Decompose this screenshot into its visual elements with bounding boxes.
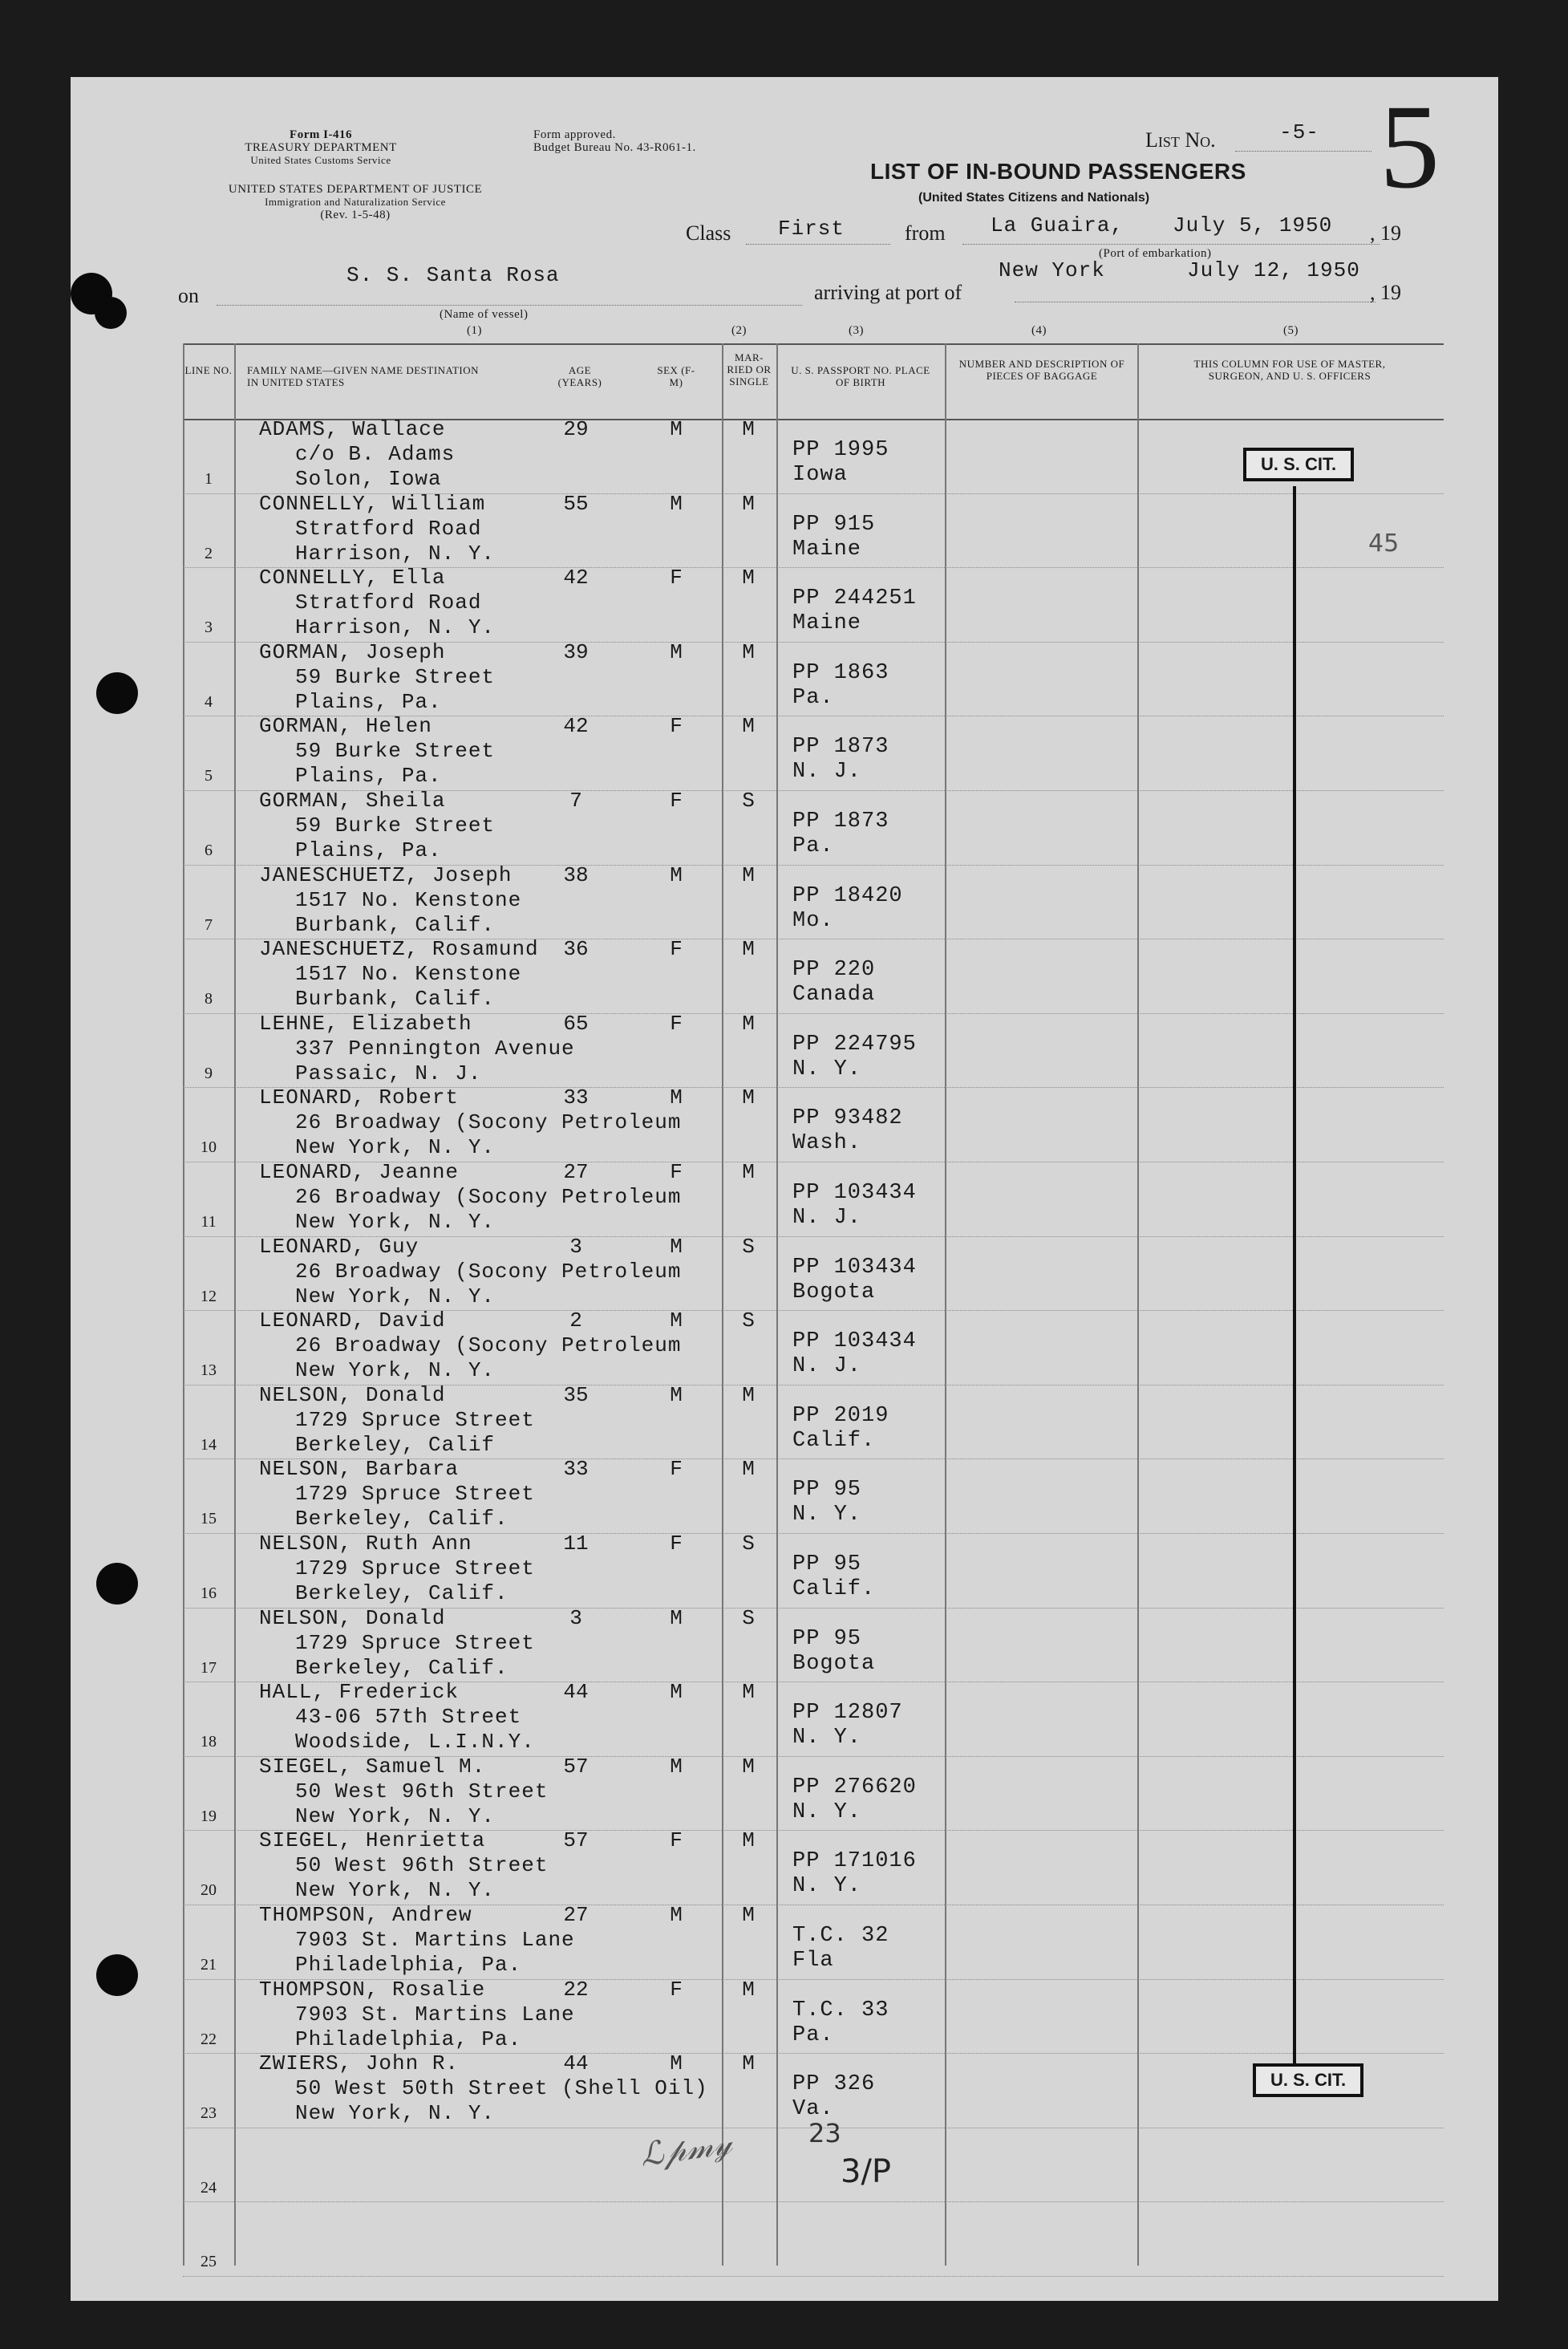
passenger-age: 42 [563, 566, 589, 590]
address-line-1: c/o B. Adams [295, 442, 456, 466]
table-row [183, 1382, 1444, 1461]
us-citizen-stamp-top: U. S. CIT. [1243, 448, 1354, 481]
marital-status: M [742, 639, 755, 664]
table-row [183, 2203, 1444, 2278]
passport-number: PP 276620 [792, 1775, 917, 1799]
marital-status: M [742, 2051, 755, 2076]
passenger-name: GORMAN, Joseph [259, 639, 446, 664]
vessel-caption: (Name of vessel) [440, 308, 529, 321]
place-of-birth: Iowa [792, 463, 848, 487]
passenger-sex: F [670, 1532, 683, 1556]
address-line-2: Passaic, N. J. [295, 1061, 482, 1085]
place-of-birth: Canada [792, 983, 876, 1008]
marital-status: M [742, 1457, 755, 1482]
place-of-birth: Mo. [792, 908, 834, 933]
table-row [183, 1532, 1444, 1609]
passenger-name: THOMPSON, Andrew [259, 1903, 472, 1927]
customs-service: United States Customs Service [250, 154, 391, 166]
address-line-2: Philadelphia, Pa. [295, 1953, 522, 1977]
table-row [183, 1754, 1444, 1832]
table-row [183, 639, 1444, 718]
marital-status: M [742, 1977, 755, 2002]
line-number: 12 [201, 1287, 217, 1305]
on-label: on [178, 284, 199, 307]
form-subtitle: (United States Citizens and Nationals) [918, 191, 1150, 205]
passenger-name: LEHNE, Elizabeth [259, 1011, 472, 1036]
address-line-1: 1729 Spruce Street [295, 1482, 535, 1507]
line-number: 9 [205, 1064, 213, 1082]
address-line-1: 1729 Spruce Street [295, 1407, 535, 1432]
place-of-birth: Bogota [792, 1651, 876, 1676]
line-number: 3 [205, 619, 213, 637]
table-row [183, 1828, 1444, 1906]
table-row [183, 789, 1444, 866]
passenger-age: 7 [569, 789, 582, 813]
marital-status: M [742, 1680, 755, 1705]
marital-status: S [742, 1308, 755, 1333]
passenger-sex: M [670, 1754, 683, 1779]
citizen-count: 45 [1368, 529, 1400, 558]
col-number: (4) [1031, 324, 1047, 337]
address-line-2: Berkeley, Calif [295, 1432, 496, 1457]
table-row [183, 1457, 1444, 1535]
passport-number: PP 1995 [792, 438, 889, 462]
approval-block [533, 128, 696, 154]
marital-status: S [742, 1234, 755, 1259]
place-of-birth: N. Y. [792, 1503, 862, 1527]
address-line-1: 50 West 50th Street (Shell Oil) [295, 2076, 708, 2101]
line-number: 20 [201, 1881, 217, 1900]
passenger-age: 27 [563, 1160, 589, 1184]
row-rule [183, 2276, 1444, 2277]
passenger-name: JANESCHUETZ, Joseph [259, 862, 513, 887]
line-number: 23 [201, 2104, 217, 2123]
place-of-birth: Wash. [792, 1131, 862, 1156]
header-baggage: NUMBER AND DESCRIPTION OF PIECES OF BAGGAGE [958, 358, 1125, 382]
address-line-1: 59 Burke Street [295, 739, 496, 764]
address-line-1: 7903 St. Martins Lane [295, 2002, 575, 2026]
place-of-birth: N. J. [792, 1206, 862, 1230]
passport-number: T.C. 33 [792, 1998, 889, 2022]
arrival-date: July 12, 1950 [1187, 258, 1360, 282]
address-line-1: 337 Pennington Avenue [295, 1036, 575, 1061]
passenger-name: THOMPSON, Rosalie [259, 1977, 486, 2002]
passport-number: PP 326 [792, 2072, 876, 2097]
vessel-line [217, 305, 802, 306]
header-passport: U. S. PASSPORT NO. PLACE OF BIRTH [791, 364, 930, 388]
table-row [183, 1011, 1444, 1089]
us-citizen-stamp-bottom: U. S. CIT. [1253, 2063, 1363, 2097]
place-of-birth: Bogota [792, 1280, 876, 1304]
passenger-sex: F [670, 1977, 683, 2002]
passenger-age: 44 [563, 2051, 589, 2076]
passenger-age: 39 [563, 639, 589, 664]
passenger-name: LEONARD, Guy [259, 1234, 419, 1259]
line-number: 4 [205, 692, 213, 711]
col-number: (3) [849, 324, 864, 337]
line-number: 8 [205, 990, 213, 1008]
passenger-sex: M [670, 1085, 683, 1110]
justice-block [175, 183, 536, 221]
passenger-age: 57 [563, 1828, 589, 1853]
marital-status: M [742, 1160, 755, 1184]
passenger-sex: M [670, 2051, 683, 2076]
passport-number: PP 1873 [792, 809, 889, 834]
passenger-sex: M [670, 1308, 683, 1333]
passenger-age: 33 [563, 1085, 589, 1110]
passenger-age: 3 [569, 1234, 582, 1259]
passport-number: PP 171016 [792, 1849, 917, 1874]
passport-number: PP 244251 [792, 586, 917, 611]
line-number: 21 [201, 1956, 217, 1974]
header-married: MAR-RIED OR SINGLE [727, 351, 772, 387]
passenger-sex: F [670, 1457, 683, 1482]
header-line-no: LINE NO. [184, 364, 233, 376]
marital-status: S [742, 1605, 755, 1630]
passenger-sex: F [670, 566, 683, 590]
address-line-2: Plains, Pa. [295, 838, 442, 862]
passport-number: PP 1863 [792, 660, 889, 685]
address-line-1: 1729 Spruce Street [295, 1630, 535, 1655]
passenger-age: 29 [563, 417, 589, 441]
punch-hole [96, 672, 138, 714]
punch-hole [95, 297, 127, 329]
address-line-2: Burbank, Calif. [295, 987, 496, 1012]
passenger-sex: F [670, 937, 683, 962]
passenger-age: 38 [563, 862, 589, 887]
place-of-birth: Pa. [792, 834, 834, 858]
marital-status: M [742, 566, 755, 590]
passenger-sex: F [670, 1011, 683, 1036]
handwritten-fraction: 3/P [841, 2153, 892, 2190]
list-no-handwritten: 5 [1380, 80, 1440, 213]
passenger-age: 36 [563, 937, 589, 962]
passenger-sex: F [670, 1828, 683, 1853]
address-line-2: Solon, Iowa [295, 467, 442, 491]
line-number: 7 [205, 915, 213, 934]
line-number: 25 [201, 2253, 217, 2271]
table-row [183, 491, 1444, 570]
marital-status: M [742, 491, 755, 516]
list-no-line [1235, 151, 1371, 152]
header-sex: SEX (F-M) [657, 364, 695, 388]
place-of-birth: Pa. [792, 2022, 834, 2047]
passenger-age: 55 [563, 491, 589, 516]
passenger-age: 57 [563, 1754, 589, 1779]
table-row [183, 1234, 1444, 1312]
class-label: Class [686, 221, 731, 245]
col-number: (1) [467, 324, 482, 337]
address-line-2: New York, N. Y. [295, 1284, 496, 1308]
line-number: 22 [201, 2030, 217, 2048]
address-line-1: Stratford Road [295, 590, 482, 615]
address-line-2: Woodside, L.I.N.Y. [295, 1730, 535, 1755]
arrival-port: New York [999, 258, 1105, 282]
place-of-birth: N. J. [792, 1354, 862, 1379]
place-of-birth: Fla [792, 1949, 834, 1973]
col-number: (2) [731, 324, 747, 337]
address-line-2: Plains, Pa. [295, 764, 442, 789]
form-approved: Form approved. [533, 128, 616, 141]
marital-status: M [742, 1828, 755, 1853]
table-row [183, 1680, 1444, 1758]
passport-number: PP 18420 [792, 883, 903, 908]
list-no-label: List No. [1145, 128, 1216, 152]
place-of-birth: N. Y. [792, 1726, 862, 1751]
table-row [183, 1085, 1444, 1163]
punch-hole [96, 1563, 138, 1605]
passenger-name: JANESCHUETZ, Rosamund [259, 937, 539, 962]
handwritten-signature: ℒ𝓅𝓂𝓎 [638, 2124, 735, 2174]
line-number: 6 [205, 842, 213, 859]
header-officers: THIS COLUMN FOR USE OF MASTER, SURGEON, AND U. S. OFFICERS [1193, 358, 1386, 382]
line-number: 24 [201, 2178, 217, 2197]
passenger-name: LEONARD, Robert [259, 1085, 460, 1110]
table-row [183, 1977, 1444, 2055]
address-line-2: Burbank, Calif. [295, 912, 496, 937]
place-of-birth: N. Y. [792, 1799, 862, 1824]
address-line-1: 59 Burke Street [295, 813, 496, 838]
table-row [183, 566, 1444, 643]
marital-status: M [742, 862, 755, 887]
list-no-typed: -5- [1279, 120, 1319, 144]
address-line-2: New York, N. Y. [295, 1878, 496, 1903]
address-line-1: Stratford Road [295, 516, 482, 541]
passenger-sex: M [670, 1382, 683, 1407]
address-line-2: Philadelphia, Pa. [295, 2026, 522, 2051]
punch-hole [96, 1954, 138, 1996]
passenger-name: NELSON, Barbara [259, 1457, 460, 1482]
passenger-age: 27 [563, 1903, 589, 1927]
passenger-age: 2 [569, 1308, 582, 1333]
line-number: 19 [201, 1807, 217, 1825]
address-line-2: Berkeley, Calif. [295, 1655, 508, 1680]
address-line-2: New York, N. Y. [295, 1803, 496, 1828]
revision: (Rev. 1-5-48) [320, 209, 391, 221]
from-port: La Guaira, [991, 213, 1124, 237]
address-line-2: New York, N. Y. [295, 1210, 496, 1234]
row-rule [183, 2201, 1444, 2202]
address-line-2: Berkeley, Calif. [295, 1507, 508, 1532]
line-number: 18 [201, 1733, 217, 1751]
address-line-2: Harrison, N. Y. [295, 541, 496, 566]
passenger-name: GORMAN, Helen [259, 714, 432, 739]
from-date: July 5, 1950 [1173, 213, 1333, 237]
marital-status: M [742, 1754, 755, 1779]
passenger-sex: M [670, 862, 683, 887]
address-line-2: Plains, Pa. [295, 689, 442, 714]
line-number: 5 [205, 767, 213, 785]
place-of-birth: Calif. [792, 1428, 876, 1453]
passenger-name: ADAMS, Wallace [259, 417, 446, 441]
table-row [183, 1903, 1444, 1981]
table-row [183, 714, 1444, 792]
passenger-age: 65 [563, 1011, 589, 1036]
passenger-name: GORMAN, Sheila [259, 789, 446, 813]
address-line-2: New York, N. Y. [295, 1135, 496, 1160]
passenger-sex: M [670, 417, 683, 441]
address-line-2: Berkeley, Calif. [295, 1581, 508, 1605]
place-of-birth: N. Y. [792, 1874, 862, 1899]
table-body [183, 417, 1444, 2271]
passport-number: PP 103434 [792, 1181, 917, 1205]
line-number: 14 [201, 1435, 217, 1454]
marital-status: M [742, 937, 755, 962]
line-number: 10 [201, 1138, 217, 1157]
arriving-label: arriving at port of [814, 281, 962, 304]
marital-status: M [742, 417, 755, 441]
line-number: 17 [201, 1658, 217, 1677]
passenger-name: HALL, Frederick [259, 1680, 460, 1705]
address-line-1: 59 Burke Street [295, 664, 496, 689]
place-of-birth: Va. [792, 2097, 834, 2122]
address-line-1: 26 Broadway (Socony Petroleum [295, 1333, 682, 1358]
passenger-name: NELSON, Donald [259, 1382, 446, 1407]
class-value: First [778, 217, 845, 241]
passenger-age: 44 [563, 1680, 589, 1705]
table-row [183, 1160, 1444, 1238]
table-row [183, 1308, 1444, 1386]
address-line-1: 43-06 57th Street [295, 1705, 522, 1730]
passport-number: PP 1873 [792, 735, 889, 760]
passport-number: PP 220 [792, 958, 876, 983]
passenger-sex: F [670, 714, 683, 739]
from-year: , 19 [1370, 221, 1401, 245]
passenger-sex: F [670, 789, 683, 813]
address-line-2: New York, N. Y. [295, 1358, 496, 1383]
passenger-age: 11 [563, 1532, 589, 1556]
passenger-name: SIEGEL, Samuel M. [259, 1754, 486, 1779]
arrival-year: , 19 [1370, 281, 1401, 304]
passenger-sex: M [670, 639, 683, 664]
place-of-birth: Maine [792, 537, 862, 562]
budget-bureau: Budget Bureau No. 43-R061-1. [533, 141, 696, 154]
passport-number: PP 915 [792, 512, 876, 537]
marital-status: M [742, 1382, 755, 1407]
passenger-name: CONNELLY, William [259, 491, 486, 516]
passenger-age: 3 [569, 1605, 582, 1630]
passenger-sex: M [670, 1680, 683, 1705]
passenger-name: ZWIERS, John R. [259, 2051, 460, 2076]
line-number: 2 [205, 544, 213, 562]
passenger-sex: M [670, 1903, 683, 1927]
table-row [183, 1605, 1444, 1684]
passenger-sex: M [670, 491, 683, 516]
address-line-2: New York, N. Y. [295, 2101, 496, 2126]
table-top-rule [183, 343, 1444, 345]
place-of-birth: Calif. [792, 1577, 876, 1601]
address-line-1: 1729 Spruce Street [295, 1556, 535, 1580]
address-line-1: 7903 St. Martins Lane [295, 1928, 575, 1952]
passenger-sex: F [670, 1160, 683, 1184]
address-line-1: 1517 No. Kenstone [295, 962, 522, 987]
marital-status: S [742, 1532, 755, 1556]
officer-bracket-line [1293, 486, 1296, 2086]
passport-number: T.C. 32 [792, 1924, 889, 1948]
marital-status: M [742, 1903, 755, 1927]
passenger-age: 22 [563, 1977, 589, 2002]
place-of-birth: N. Y. [792, 1057, 862, 1081]
place-of-birth: N. J. [792, 760, 862, 785]
passport-number: PP 224795 [792, 1032, 917, 1057]
line-number: 1 [205, 470, 213, 488]
passport-number: PP 95 [792, 1478, 862, 1503]
passport-number: PP 103434 [792, 1329, 917, 1354]
passenger-age: 42 [563, 714, 589, 739]
address-line-1: 26 Broadway (Socony Petroleum [295, 1110, 682, 1135]
passenger-sex: M [670, 1605, 683, 1630]
passenger-age: 35 [563, 1382, 589, 1407]
passenger-name: NELSON, Donald [259, 1605, 446, 1630]
marital-status: S [742, 789, 755, 813]
address-line-1: 1517 No. Kenstone [295, 887, 522, 912]
from-label: from [905, 221, 946, 245]
table-row [183, 937, 1444, 1015]
address-line-1: 50 West 96th Street [295, 1853, 549, 1878]
header-name: FAMILY NAME—GIVEN NAME DESTINATION IN UNITED STATES [247, 364, 480, 388]
passenger-table [183, 343, 1444, 2271]
address-line-2: Harrison, N. Y. [295, 615, 496, 640]
passport-number: PP 103434 [792, 1255, 917, 1280]
handwritten-number: 23 [808, 2118, 841, 2148]
form-header-block [233, 128, 409, 167]
passport-number: PP 95 [792, 1552, 862, 1576]
line-number: 13 [201, 1361, 217, 1380]
passport-number: PP 2019 [792, 1403, 889, 1428]
marital-status: M [742, 714, 755, 739]
passport-number: PP 12807 [792, 1701, 903, 1726]
class-line [746, 244, 890, 245]
justice-dept: UNITED STATES DEPARTMENT OF JUSTICE [228, 183, 483, 196]
vessel-name: S. S. Santa Rosa [346, 263, 560, 287]
marital-status: M [742, 1011, 755, 1036]
line-number: 15 [201, 1510, 217, 1528]
table-row [183, 862, 1444, 941]
form-number: Form I-416 [290, 128, 352, 141]
line-number: 11 [201, 1213, 217, 1231]
ins-service: Immigration and Naturalization Service [265, 196, 446, 208]
passenger-name: SIEGEL, Henrietta [259, 1828, 486, 1853]
passenger-sex: M [670, 1234, 683, 1259]
address-line-1: 26 Broadway (Socony Petroleum [295, 1259, 682, 1284]
port-embark-caption: (Port of embarkation) [1099, 247, 1212, 260]
line-number: 16 [201, 1584, 217, 1602]
form-title: LIST OF IN-BOUND PASSENGERS [870, 159, 1246, 184]
passport-number: PP 95 [792, 1626, 862, 1651]
passenger-age: 33 [563, 1457, 589, 1482]
treasury-dept: TREASURY DEPARTMENT [245, 141, 397, 154]
passenger-name: CONNELLY, Ella [259, 566, 446, 590]
passenger-name: LEONARD, Jeanne [259, 1160, 460, 1184]
from-line [962, 244, 1380, 245]
header-age: AGE (YEARS) [557, 364, 602, 388]
col-number: (5) [1283, 324, 1299, 337]
passenger-name: NELSON, Ruth Ann [259, 1532, 472, 1556]
passport-number: PP 93482 [792, 1106, 903, 1131]
place-of-birth: Maine [792, 611, 862, 636]
passenger-name: LEONARD, David [259, 1308, 446, 1333]
address-line-1: 26 Broadway (Socony Petroleum [295, 1185, 682, 1209]
address-line-1: 50 West 96th Street [295, 1779, 549, 1803]
place-of-birth: Pa. [792, 685, 834, 710]
marital-status: M [742, 1085, 755, 1110]
